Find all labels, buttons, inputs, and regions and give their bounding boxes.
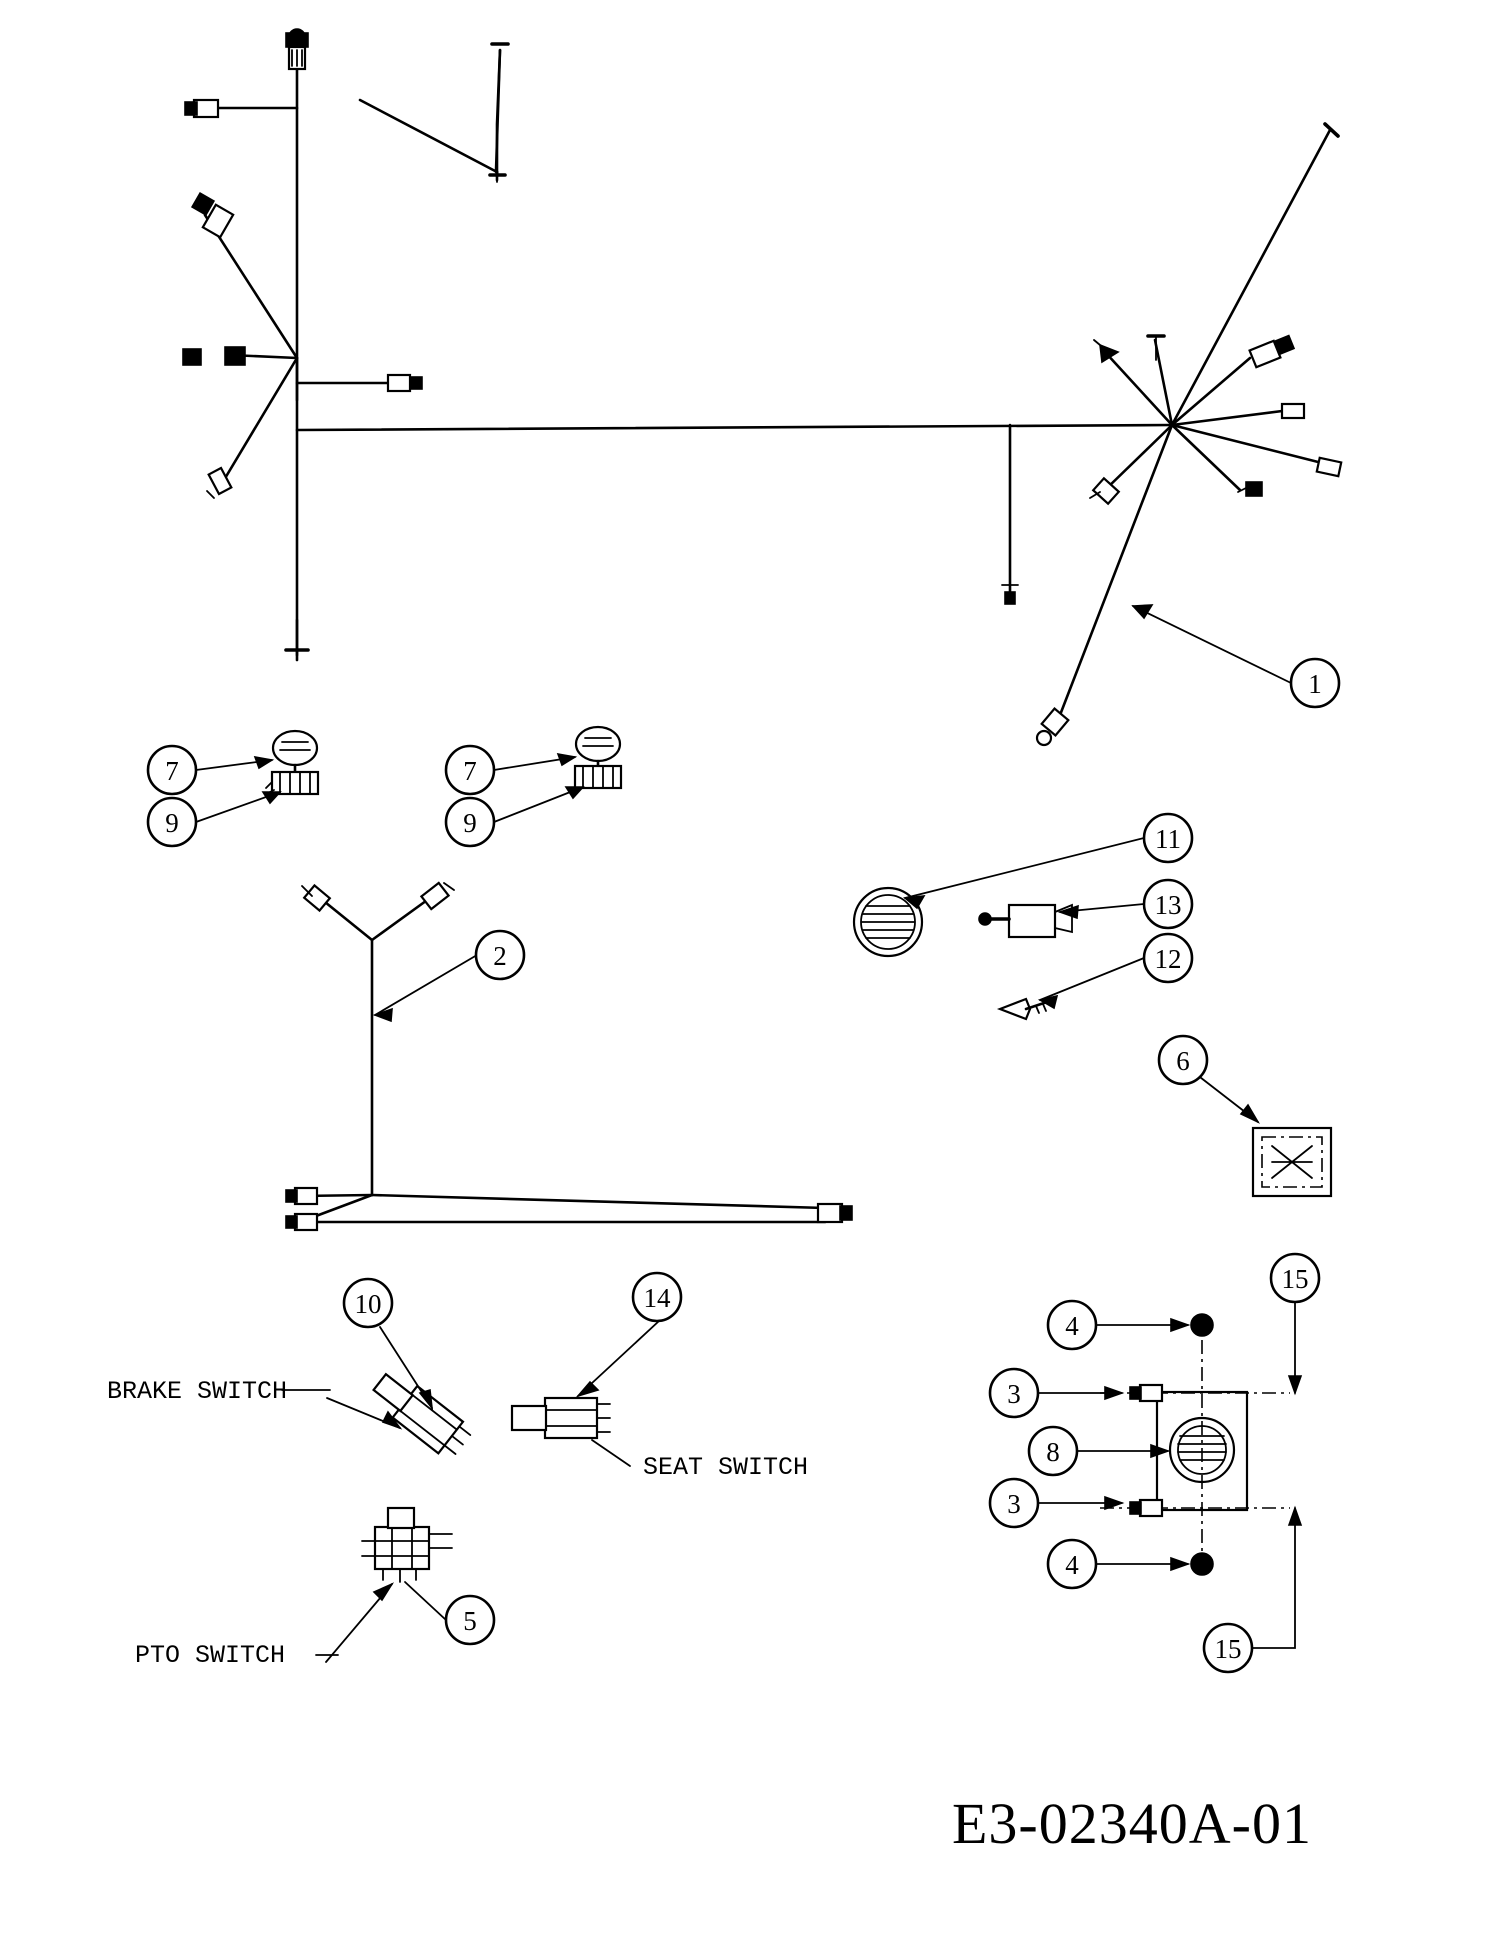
callout-4-top[interactable]: [1048, 1301, 1096, 1349]
connector-left-branch-end: [388, 375, 422, 391]
ignition-switch-group: [854, 838, 1144, 956]
pto-switch-group: [326, 1508, 452, 1662]
connector-left-upper: [192, 193, 233, 237]
secondary-harness-group: [286, 883, 852, 1230]
callout-label: 8: [1046, 1437, 1060, 1467]
callout-4-bottom[interactable]: [1048, 1540, 1096, 1588]
callout-12[interactable]: [1144, 934, 1192, 982]
callout-15-top[interactable]: [1271, 1254, 1319, 1302]
callout-label: 1: [1308, 669, 1322, 699]
connector-left-mid: [183, 347, 246, 365]
module-box-group: [1196, 1074, 1331, 1196]
callout-label: 4: [1065, 1311, 1079, 1341]
callout-label: 10: [354, 1289, 382, 1319]
drawing-number: E3-02340A-01: [952, 1791, 1312, 1856]
callout-label: 9: [463, 808, 477, 838]
callout-label: 3: [1007, 1489, 1021, 1519]
seat-switch-group: [512, 1321, 659, 1466]
callout-label: 11: [1155, 824, 1181, 854]
callout-15-bottom[interactable]: [1204, 1624, 1252, 1672]
main-harness-group: [183, 29, 1341, 745]
callout-13[interactable]: [1144, 880, 1192, 928]
brake-switch-label: BRAKE SWITCH: [107, 1377, 288, 1406]
callout-label: 15: [1214, 1634, 1242, 1664]
callout-label: 3: [1007, 1379, 1021, 1409]
ammeter-assembly-group: [1038, 1302, 1301, 1648]
connector-right-fan: [1002, 124, 1341, 745]
callout-3-top[interactable]: [990, 1369, 1038, 1417]
callout-7-right[interactable]: [446, 746, 494, 794]
callout-label: 6: [1176, 1046, 1190, 1076]
brake-switch-group: [327, 1327, 474, 1462]
headlight-assembly-right: [494, 727, 621, 822]
callout-bubbles: [148, 659, 1339, 1672]
callout-6[interactable]: [1159, 1036, 1207, 1084]
pto-switch-label: PTO SWITCH: [135, 1641, 286, 1670]
callout-10[interactable]: [344, 1279, 392, 1327]
callout-label: 14: [643, 1283, 671, 1313]
callout-14[interactable]: [633, 1273, 681, 1321]
headlight-assembly-left: [196, 731, 318, 822]
callout-label: 9: [165, 808, 179, 838]
callout-label: 12: [1154, 944, 1182, 974]
callout-9-right[interactable]: [446, 798, 494, 846]
callout-9-left[interactable]: [148, 798, 196, 846]
connector-top-trunk: [286, 29, 308, 69]
connector-bottom-trunk: [286, 620, 308, 655]
callout-label: 5: [463, 1606, 477, 1636]
callout-label: 2: [493, 941, 507, 971]
callout-3-bottom[interactable]: [990, 1479, 1038, 1527]
callout-label: 7: [165, 756, 179, 786]
key-group: [1000, 958, 1144, 1019]
seat-switch-label: SEAT SWITCH: [643, 1453, 809, 1482]
callout-1[interactable]: [1291, 659, 1339, 707]
callout-2[interactable]: [476, 931, 524, 979]
callout-11[interactable]: [1144, 814, 1192, 862]
callout-5[interactable]: [446, 1596, 494, 1644]
key-housing-group: [979, 904, 1144, 937]
callout-label: 7: [463, 756, 477, 786]
callout-label: 15: [1281, 1264, 1309, 1294]
connector-upper-left-end: [185, 100, 218, 117]
callout-label: 4: [1065, 1550, 1079, 1580]
callout-7-left[interactable]: [148, 746, 196, 794]
callout-8[interactable]: [1029, 1427, 1077, 1475]
callout-label: 13: [1154, 890, 1182, 920]
